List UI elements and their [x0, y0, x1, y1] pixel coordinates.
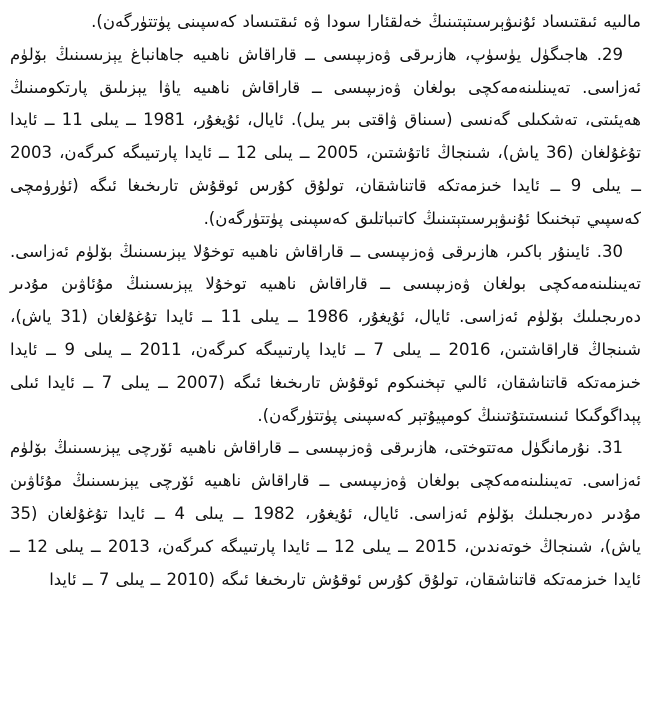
paragraph-entry-31 — [10, 432, 641, 596]
paragraph-text: مالىيە ئىقتىساد ئۇنىۋېرسىتېتىنىڭ خەلقئارا سودا ۋە ئىقتىساد كەسپىنى پۈتتۈرگەن). — [91, 12, 641, 31]
paragraph-text: 31. نۇرمانگۈل مەتتوختى، ھازىرقى ۋەزىپىسى ــ قاراقاش ناھىيە ئۆرچى يېزىسىنىڭ بۆلۈم ئەزاسى. تەيىنلىنەمەكچى بولغان ۋەزىپىسى ــ قاراقاش ناھىيە ئۆرچى يېزىسىنىڭ مۇئاۋىن مۇدىر دەرىجىلىك بۆلۈم ئەزاسى. ئايال، ئۇيغۇر، 1982 ــ يىلى 4 ــ ئايدا تۇغۇلغان (35 ياش)، شىنجاڭ خوتەندىن، 2015 ــ يىلى 12 ــ ئايدا پارتىيىگە كىرگەن، 2013 ــ يىلى 12 ــ ئايدا خىزمەتكە قاتناشقان، تولۇق كۇرس ئوقۇش تارىخىغا ئىگە (2010 ــ يىلى 7 ــ ئايدا — [10, 438, 641, 589]
paragraph-continuation — [10, 6, 641, 39]
paragraph-entry-29 — [10, 39, 641, 236]
paragraph-text: 30. ئايىنۇر باكىر، ھازىرقى ۋەزىپىسى ــ قاراقاش ناھىيە توخۇلا يېزىسىنىڭ بۆلۈم ئەزاسى. تەيىنلىنەمەكچى بولغان ۋەزىپىسى ــ قاراقاش ناھىيە توخۇلا يېزىسىنىڭ مۇئاۋىن مۇدىر دەرىجىلىك بۆلۈم ئەزاسى. ئايال، ئۇيغۇر، 1986 ــ يىلى 11 ــ ئايدا تۇغۇلغان (31 ياش)، شىنجاڭ قاراقاشتىن، 2016 ــ يىلى 7 ــ ئايدا پارتىيىگە كىرگەن، 2011 ــ يىلى 9 ــ ئايدا خىزمەتكە قاتناشقان، ئالىي تېخنىكوم ئوقۇش تارىخىغا ئىگە (2007 ــ يىلى 7 ــ ئايدا ئىلى پېداگوگىكا ئىنىستىتۇتىنىڭ كومپيۇتېر كەسپىنى پۈتتۈرگەن). — [10, 241, 641, 425]
paragraph-entry-30 — [10, 236, 641, 433]
paragraph-text: 29. ھاجىگۈل يۈسۈپ، ھازىرقى ۋەزىپىسى ــ قاراقاش ناھىيە جاھانباغ يېزىسىنىڭ بۆلۈم ئەزاسى. تەيىنلىنەمەكچى بولغان ۋەزىپىسى ــ قاراقاش ناھىيە ياۋا يېزىلىق پارتكومىنىڭ ھەيئىتى، تەشكىلى گەنسى (سىناق ۋاقتى بىر يىل). ئايال، ئۇيغۇر، 1981 ــ يىلى 11 ــ ئايدا تۇغۇلغان (36 ياش)، شىنجاڭ ئاتۇشتىن، 2005 ــ يىلى 12 ــ ئايدا پارتىيىگە كىرگەن، 2003 ــ يىلى 9 ــ ئايدا خىزمەتكە قاتناشقان، تولۇق كۇرس ئوقۇش تارىخىغا ئىگە (ئۈرۈمچى كەسپىي تېخنىكا ئۇنىۋېرسىتېتىنىڭ كاتىباتلىق كەسپىنى پۈتتۈرگەن). — [10, 44, 641, 228]
